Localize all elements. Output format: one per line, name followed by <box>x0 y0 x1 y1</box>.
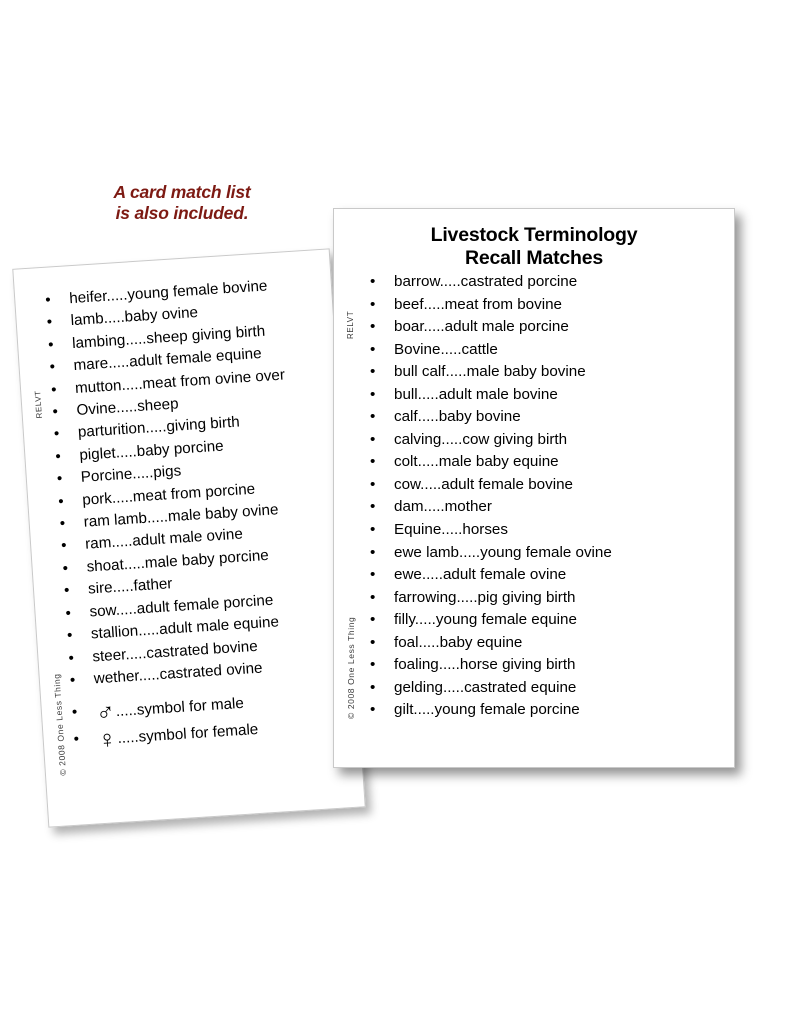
term-list-item <box>362 564 732 587</box>
bullet-icon: • <box>52 403 59 421</box>
term-list-item <box>362 542 732 565</box>
bullet-icon: • <box>66 626 73 645</box>
term-text: bull.....adult male bovine <box>394 385 558 403</box>
term-text: shoat.....male baby porcine <box>86 546 270 576</box>
term-text: barrow.....castrated porcine <box>394 273 578 290</box>
term-text: calf.....baby bovine <box>394 408 521 426</box>
term-text: ewe.....adult female ovine <box>394 566 567 584</box>
term-text: sow.....adult female porcine <box>89 591 274 621</box>
term-text: lamb.....baby ovine <box>70 304 199 330</box>
term-text: gelding.....castrated equine <box>394 678 577 696</box>
term-text: foal.....baby equine <box>394 633 523 651</box>
term-text: gilt.....young female porcine <box>394 701 580 719</box>
bullet-icon: • <box>370 521 376 539</box>
term-text: mutton.....meat from ovine over <box>74 366 286 397</box>
term-text: ram lamb.....male baby ovine <box>83 501 279 531</box>
term-list-item <box>362 519 732 542</box>
card-front-copyright: © 2008 One Less Thing <box>346 616 356 719</box>
bullet-icon: • <box>65 604 72 622</box>
bullet-icon: • <box>370 273 376 290</box>
bullet-icon: • <box>46 313 53 332</box>
term-list-item <box>362 384 732 407</box>
bullet-icon: • <box>370 656 376 674</box>
bullet-icon: • <box>71 703 78 722</box>
term-text: Bovine.....cattle <box>394 340 498 358</box>
bullet-icon: • <box>370 498 376 516</box>
term-text: parturition.....giving birth <box>77 413 241 442</box>
term-list-item <box>362 587 732 610</box>
bullet-icon: • <box>54 447 62 466</box>
promo-line-1: A card match list <box>113 182 251 202</box>
term-text: wether.....castrated ovine <box>93 659 263 688</box>
bullet-icon: • <box>60 537 68 555</box>
bullet-icon: • <box>370 611 376 629</box>
term-text: Equine.....horses <box>394 521 508 539</box>
bullet-icon: • <box>69 671 76 689</box>
card-front-title <box>334 224 734 270</box>
card-back-side-label: RELVT <box>33 389 44 419</box>
term-text: lambing.....sheep giving birth <box>71 322 266 352</box>
term-text: heifer.....young female bovine <box>68 277 268 308</box>
bullet-icon: • <box>53 425 60 443</box>
term-list-item <box>362 677 732 700</box>
term-text: colt.....male baby equine <box>394 453 559 471</box>
term-list-item <box>362 609 732 632</box>
term-text: pork.....meat from porcine <box>81 480 256 509</box>
term-list-item <box>362 451 732 474</box>
term-text: sire.....father <box>87 575 173 598</box>
bullet-icon: • <box>73 730 80 749</box>
bullet-icon: • <box>67 649 75 667</box>
bullet-icon: • <box>370 566 376 584</box>
term-list-item <box>362 429 732 452</box>
term-text: ewe lamb.....young female ovine <box>394 543 612 561</box>
bullet-icon: • <box>370 475 376 493</box>
term-list-item <box>362 496 732 519</box>
promo-line-2: is also included. <box>115 203 249 223</box>
term-text: piglet.....baby porcine <box>78 437 225 464</box>
bullet-icon: • <box>370 453 376 471</box>
term-text: boar.....adult male porcine <box>394 318 569 336</box>
term-text: Porcine.....pigs <box>80 462 182 487</box>
bullet-icon: • <box>47 336 55 354</box>
term-text: dam.....mother <box>394 498 492 516</box>
term-list-item <box>362 474 732 497</box>
card-back-copyright: © 2008 One Less Thing <box>51 673 69 776</box>
bullet-icon: • <box>370 318 376 336</box>
term-text: .....symbol for male <box>115 694 245 720</box>
bullet-icon: • <box>370 633 376 651</box>
bullet-icon: • <box>370 340 376 358</box>
card-recall-matches-front <box>333 208 735 768</box>
term-text: Ovine.....sheep <box>75 395 180 420</box>
term-text: mare.....adult female equine <box>73 345 263 375</box>
bullet-icon: • <box>370 430 376 448</box>
term-text: calving.....cow giving birth <box>394 430 568 448</box>
bullet-icon: • <box>44 291 52 309</box>
term-text: cow.....adult female bovine <box>394 475 573 493</box>
term-list-item <box>362 271 732 294</box>
bullet-icon: • <box>50 380 58 399</box>
term-text: bull calf.....male baby bovine <box>394 363 586 381</box>
bullet-icon: • <box>57 492 65 510</box>
term-text: beef.....meat from bovine <box>394 295 562 313</box>
bullet-icon: • <box>370 678 376 696</box>
card-front-title-line-1: Livestock Terminology <box>430 224 638 246</box>
bullet-icon: • <box>370 385 376 403</box>
term-text: .....symbol for female <box>116 720 259 747</box>
bullet-icon: • <box>370 295 376 313</box>
term-list-item <box>362 316 732 339</box>
term-list-item <box>362 406 732 429</box>
bullet-icon: • <box>49 358 56 376</box>
bullet-icon: • <box>370 363 376 381</box>
promo-heading <box>62 182 302 224</box>
bullet-icon: • <box>56 470 63 488</box>
card-match-list-back <box>12 248 365 827</box>
term-text: foaling.....horse giving birth <box>394 656 576 674</box>
term-list-item <box>362 654 732 677</box>
term-text: filly.....young female equine <box>394 611 577 629</box>
back-card-term-list <box>37 271 366 755</box>
bullet-icon: • <box>62 559 69 578</box>
front-card-term-list <box>362 271 732 722</box>
term-text: farrowing.....pig giving birth <box>394 588 576 606</box>
term-list-item <box>362 361 732 384</box>
mars-male-symbol-icon: ♂ <box>95 698 116 728</box>
card-front-title-line-2: Recall Matches <box>464 247 604 269</box>
venus-female-symbol-icon: ♀ <box>96 725 118 755</box>
bullet-icon: • <box>370 701 376 719</box>
card-front-side-label: RELVT <box>346 310 355 339</box>
bullet-icon: • <box>370 543 376 561</box>
term-text: ram.....adult male ovine <box>84 526 244 554</box>
bullet-icon: • <box>370 588 376 606</box>
term-list-item <box>362 339 732 362</box>
term-list-item <box>362 699 732 722</box>
term-list-item <box>362 294 732 317</box>
bullet-icon: • <box>59 515 66 533</box>
bullet-icon: • <box>63 582 71 600</box>
term-text: steer.....castrated bovine <box>91 637 259 665</box>
bullet-icon: • <box>370 408 376 426</box>
term-list-item <box>362 632 732 655</box>
term-text: stallion.....adult male equine <box>90 613 280 643</box>
